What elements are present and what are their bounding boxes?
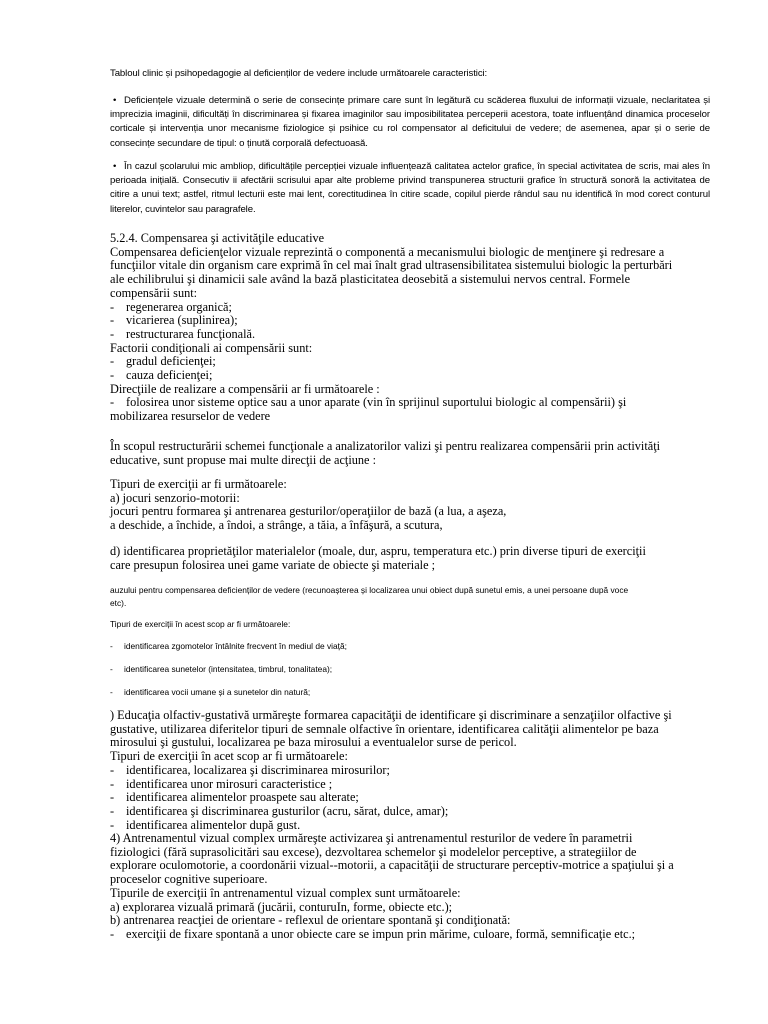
bullet-item-2 <box>110 160 710 217</box>
list-item: - identificarea unor mirosuri caracteristice ; <box>110 776 333 791</box>
list-item-continuation: mobilizarea resurselor de vedere <box>110 409 271 424</box>
visual-item-a: a) explorarea vizuală primară (jucării, conturuIn, forme, obiecte etc.); <box>110 899 453 914</box>
exercise-d: d) identificarea proprietăţilor materialelor (moale, dur, aspru, temperatura etc.) prin diverse tipuri de exerciţii care presupun folosirea unei game variate de obiecte şi materiale ; <box>110 544 646 572</box>
list-item: - exerciţii de fixare spontană a unor obiecte care se impun prin mărime, culoare, formă, semnificaţie etc.; <box>110 926 636 941</box>
section-para-line: ale echilibrului şi dinamicii sale având la bază plasticitatea deosebită a sistemului nervos central. Formele <box>110 272 631 287</box>
bullet-item-1 <box>110 94 710 151</box>
section-para-line: Compensarea deficienţelor vizuale reprezintă o componentă a mecanismului biologic de menţinere şi redresare a <box>110 244 665 259</box>
intro-line: Tabloul clinic și psihopedagogie al deficienților de vedere include următoarele caracteristici: <box>110 68 488 79</box>
list-item: - regenerarea organică; <box>110 299 232 314</box>
list-item: - identificarea sunetelor (intensitatea, timbrul, tonalitatea); <box>110 664 333 674</box>
list-item: - cauza deficienţei; <box>110 368 213 383</box>
list-item: - identificarea zgomotelor întâlnite frecvent în mediul de viață; <box>110 641 347 651</box>
hearing-types-title: Tipuri de exerciții în acest scop ar fi următoarele: <box>110 619 291 629</box>
list-item: - vicarierea (suplinirea); <box>110 313 238 328</box>
bullet-icon: • <box>113 161 117 172</box>
olfactory-types-title: Tipuri de exerciţii în acet scop ar fi următoarele: <box>110 749 348 764</box>
visual-types-title: Tipurile de exerciţii în antrenamentul vizual complex sunt următoarele: <box>110 885 461 900</box>
bullet-icon: • <box>113 95 117 106</box>
bullet-text-1: Deficiențele vizuale determină o serie de consecințe primare care sunt în legătură cu scăderea fluxului de informații vizuale, neclaritatea și imprecizia imaginii, dificultăți în discriminarea și fixarea imaginilor sau imposibilitatea perceperii acestora, toate influențând dinamica proceselor corticale și intervenția unor mecanisme fiziologice și psihice cu rol compensator al deficitului de vedere; de asemenea, apar și o serie de consecințe secundare de tipul: o ținută corporală defectuoasă. <box>110 95 710 149</box>
section-block <box>110 232 710 424</box>
exercises-block <box>110 478 710 533</box>
section-para-line: funcţiilor vitale din organism care exprimă în cel mai înalt grad ultrasensibilitatea sistemului biologic la perturbări <box>110 258 673 273</box>
visual-item-b: b) antrenarea reacţiei de orientare - reflexul de orientare spontană şi condiţionată: <box>110 913 511 928</box>
list-item: - folosirea unor sisteme optice sau a unor aparate (vin în sprijinul suportului biologic al compensării) şi <box>110 395 627 410</box>
exercise-a-detail: a deschide, a închide, a îndoi, a strânge, a tăia, a înfăşură, a scutura, <box>110 518 443 533</box>
olfactory-block: ) Educaţia olfactiv-gustativă urmăreşte formarea capacităţii de identificare şi discriminare a senzaţiilor olfactive şi gustative, utilizarea diferitelor tipuri de semnale olfactive în orientare, identificarea calităţii alimentelor pe baza mirosului şi gustului, localizarea pe baza mirosului a eventualelor surse de pericol. Tipuri de exerciţii în acet scop ar fi următoarele: - identificarea, localizarea şi discriminarea mirosurilor; - identificarea unor mirosuri caracteristice ; - identificarea alimentelor proaspete sau alterate; - identificarea şi discriminarea gusturilor (acru, sărat, dulce, amar); - identificarea alimentelor după gust. <box>110 709 710 832</box>
list-item: - identificarea alimentelor după gust. <box>110 817 301 832</box>
bullet-text-2: În cazul școlarului mic ambliop, dificultățile percepției vizuale influențează calitatea actelor grafice, în special activitatea de scris, mai ales în perioada inițială. Consecutiv ii afectării scrisului apar alte probleme privind transpunerea structurii grafice în structură sonoră la activitatea de citire a unui text; astfel, ritmul lecturii este mai lent, corectitudinea în citire scade, copilul pierde rândul sau nu identifică în mod corect conturul literelor, cuvintelor sau paragrafele. <box>110 161 710 215</box>
factors-title: Factorii condiţionali ai compensării sunt: <box>110 340 313 355</box>
section-heading: 5.2.4. Compensarea şi activităţile educative <box>110 231 325 245</box>
directions-title: Direcţiile de realizare a compensării ar fi următoarele : <box>110 381 380 396</box>
list-item: - identificarea, localizarea şi discriminarea mirosurilor; <box>110 762 390 777</box>
exercise-a-detail: jocuri pentru formarea şi antrenarea gesturilor/operaţiilor de bază (a lua, a aşeza, <box>110 504 507 519</box>
scope-paragraph: În scopul restructurării schemei funcţionale a analizatorilor valizi şi pentru realizarea compensării prin activităţi educative, sunt propuse mai multe direcţii de acţiune : <box>110 439 661 467</box>
list-item: - identificarea vocii umane și a sunetelor din natură; <box>110 687 311 697</box>
list-item: - gradul deficienţei; <box>110 354 216 369</box>
exercises-title: Tipuri de exerciţii ar fi următoarele: <box>110 477 287 491</box>
list-item: - identificarea alimentelor proaspete sau alterate; <box>110 790 359 805</box>
section-para-line: compensării sunt: <box>110 285 198 300</box>
list-item: - identificarea şi discriminarea gusturilor (acru, sărat, dulce, amar); <box>110 803 449 818</box>
hearing-intro: auzului pentru compensarea deficienților de vedere (recunoașterea și localizarea unui obiect după sunetul emis, a unei persoane după voce etc). <box>110 585 629 608</box>
visual-block: 4) Antrenamentul vizual complex urmăreşte activizarea şi antrenamentul resturilor de vedere în parametrii fiziologici (fără suprasolicitări sau excese), dezvoltarea schemelor şi modelelor perceptive, a strategiilor de explorare oculomotorie, a coordonării vizual--motorii, a capacităţii de structurare perceptiv-motrice a spaţiului şi a proceselor cognitive superioare. Tipurile de exerciţii în antrenamentul vizual complex sunt următoarele: a) explorarea vizuală primară (jucării, conturuIn, forme, obiecte etc.); b) antrenarea reacţiei de orientare - reflexul de orientare spontană şi condiţionată: - exerciţii de fixare spontană a unor obiecte care se impun prin mărime, culoare, formă, semnificaţie etc.; <box>110 832 710 942</box>
list-item: - restructurarea funcţională. <box>110 326 256 341</box>
exercise-a: a) jocuri senzorio-motorii: <box>110 490 240 505</box>
